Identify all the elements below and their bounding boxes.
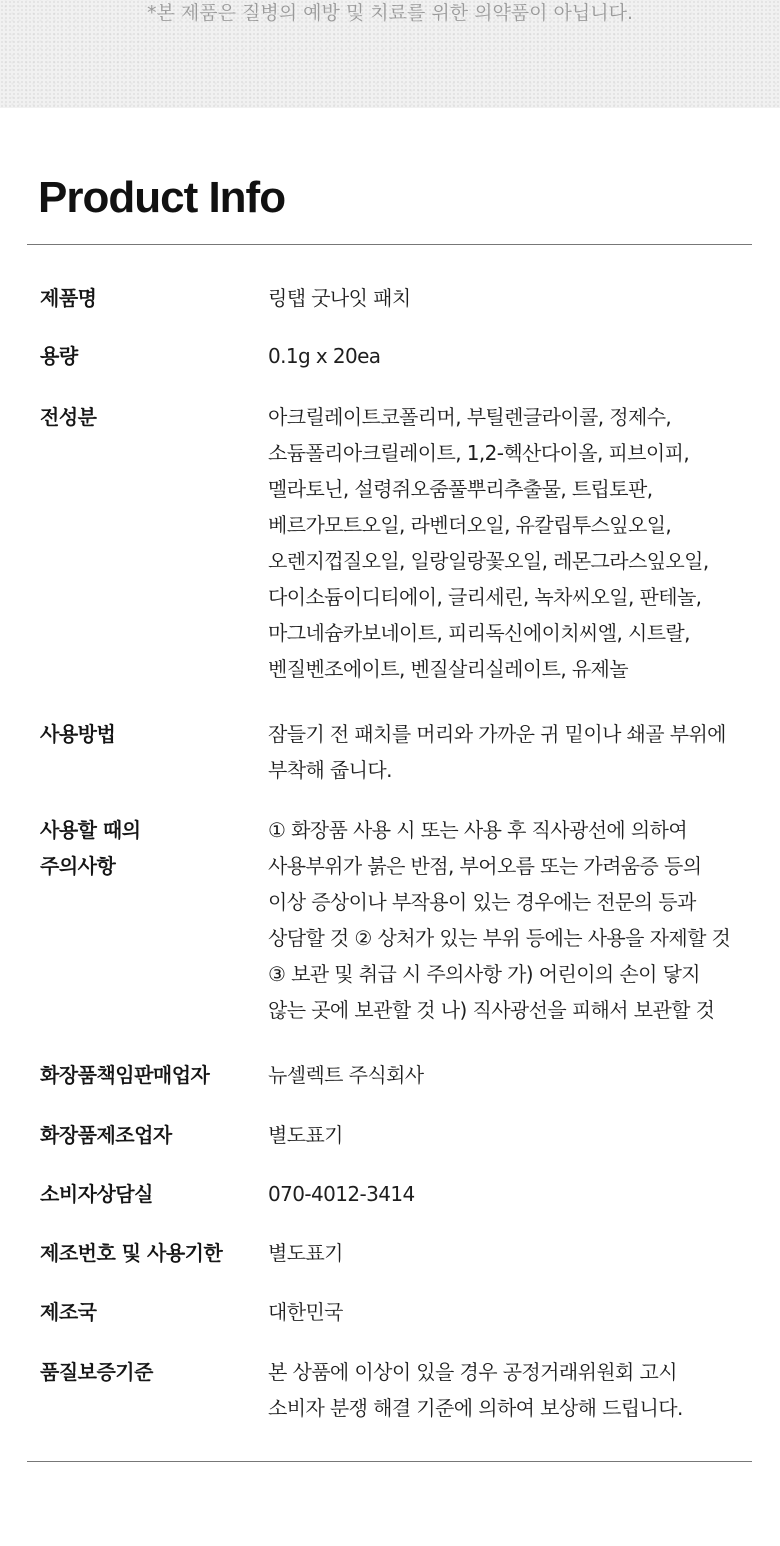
row-value <box>268 338 748 374</box>
row-label <box>40 716 260 752</box>
row-value-line: 0.1g x 20ea <box>268 344 381 368</box>
row-value <box>268 280 748 316</box>
row-value-line: 소비자 분쟁 해결 기준에 의하여 보상해 드립니다. <box>268 1396 683 1420</box>
top-divider <box>27 244 752 245</box>
row-label <box>40 1354 260 1390</box>
disclaimer-band <box>0 0 780 108</box>
row-value-line: 소듐폴리아크릴레이트, 1,2-헥산다이올, 피브이피, <box>268 441 690 465</box>
row-label-line: 용량 <box>40 344 78 368</box>
row-value-line: 이상 증상이나 부작용이 있는 경우에는 전문의 등과 <box>268 890 696 914</box>
row-label <box>40 338 260 374</box>
row-value <box>268 1354 748 1426</box>
row-label <box>40 1235 260 1271</box>
row-value-line: 다이소듐이디티에이, 글리세린, 녹차씨오일, 판테놀, <box>268 585 702 609</box>
row-value-line: 본 상품에 이상이 있을 경우 공정거래위원회 고시 <box>268 1360 677 1384</box>
row-value-line: 대한민국 <box>268 1300 343 1324</box>
row-label-line: 사용방법 <box>40 722 116 746</box>
row-label-line: 품질보증기준 <box>40 1360 153 1384</box>
row-value-line: 상담할 것 ② 상처가 있는 부위 등에는 사용을 자제할 것 <box>268 926 731 950</box>
row-value <box>268 1057 748 1093</box>
row-label-line: 전성분 <box>40 405 97 429</box>
row-value <box>268 1117 748 1153</box>
row-label-line: 제품명 <box>40 286 97 310</box>
row-label-line: 화장품제조업자 <box>40 1123 172 1147</box>
row-value-line: 아크릴레이트코폴리머, 부틸렌글라이콜, 정제수, <box>268 405 672 429</box>
row-value-line: 베르가모트오일, 라벤더오일, 유칼립투스잎오일, <box>268 513 672 537</box>
row-label <box>40 1117 260 1153</box>
row-label <box>40 399 260 435</box>
row-label-line: 제조번호 및 사용기한 <box>40 1241 223 1265</box>
disclaimer-text: *본 제품은 질병의 예방 및 치료를 위한 의약품이 아닙니다. <box>147 2 633 24</box>
row-value <box>268 812 748 1028</box>
row-label-line: 주의사항 <box>40 854 116 878</box>
row-value-line: 오렌지껍질오일, 일랑일랑꽃오일, 레몬그라스잎오일, <box>268 549 709 573</box>
row-label <box>40 1176 260 1212</box>
row-value <box>268 399 748 687</box>
row-value-line: 070-4012-3414 <box>268 1182 415 1206</box>
row-value-line: 별도표기 <box>268 1123 343 1147</box>
row-label-line: 화장품책임판매업자 <box>40 1063 210 1087</box>
row-label-line: 소비자상담실 <box>40 1182 153 1206</box>
row-value-line: 링탭 굿나잇 패치 <box>268 286 411 310</box>
row-value-line: 잠들기 전 패치를 머리와 가까운 귀 밑이나 쇄골 부위에 <box>268 722 726 746</box>
row-value <box>268 716 748 788</box>
row-value-line: 벤질벤조에이트, 벤질살리실레이트, 유제놀 <box>268 657 628 681</box>
row-label <box>40 280 260 316</box>
row-value-line: 멜라토닌, 설령쥐오줌풀뿌리추출물, 트립토판, <box>268 477 653 501</box>
row-value-line: 뉴셀렉트 주식회사 <box>268 1063 424 1087</box>
row-value-line: 사용부위가 붉은 반점, 부어오름 또는 가려움증 등의 <box>268 854 702 878</box>
row-label-line: 제조국 <box>40 1300 97 1324</box>
row-value <box>268 1294 748 1330</box>
bottom-divider <box>27 1461 752 1462</box>
row-value-line: ③ 보관 및 취급 시 주의사항 가) 어린이의 손이 닿지 <box>268 962 701 986</box>
section-title: Product Info <box>38 173 286 222</box>
row-value-line: 않는 곳에 보관할 것 나) 직사광선을 피해서 보관할 것 <box>268 998 715 1022</box>
row-label <box>40 1057 260 1093</box>
row-value-line: 부착해 줍니다. <box>268 758 392 782</box>
row-label <box>40 1294 260 1330</box>
row-value-line: 별도표기 <box>268 1241 343 1265</box>
row-label <box>40 812 260 884</box>
row-value-line: 마그네슘카보네이트, 피리독신에이치씨엘, 시트랄, <box>268 621 690 645</box>
row-value-line: ① 화장품 사용 시 또는 사용 후 직사광선에 의하여 <box>268 818 688 842</box>
row-label-line: 사용할 때의 <box>40 818 141 842</box>
row-value <box>268 1235 748 1271</box>
row-value <box>268 1176 748 1212</box>
